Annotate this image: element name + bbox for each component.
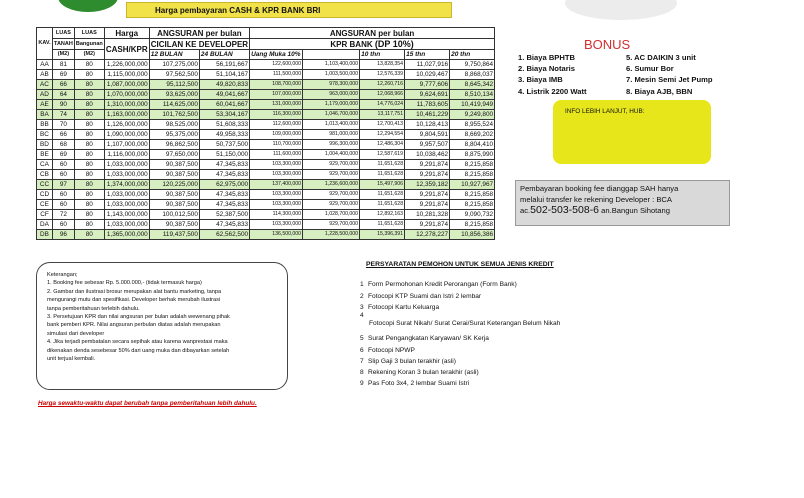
bangunan-cell: 80 bbox=[74, 220, 104, 230]
kav-cell: CD bbox=[37, 190, 53, 200]
tanah-header: TANAH bbox=[53, 39, 75, 50]
bonus-item: 6. Sumur Bor bbox=[626, 64, 674, 74]
cicilan-24-cell: 49,041,667 bbox=[199, 90, 249, 100]
table-row bbox=[37, 180, 495, 190]
kav-cell: CE bbox=[37, 200, 53, 210]
angsuran-10-cell: 11,651,628 bbox=[360, 200, 405, 210]
bangunan-cell: 80 bbox=[74, 230, 104, 240]
logo-shape bbox=[58, 0, 118, 12]
bangunan-cell: 80 bbox=[74, 60, 104, 70]
angsuran-10-cell: 12,260,716 bbox=[360, 80, 405, 90]
kav-cell: BE bbox=[37, 150, 53, 160]
angsuran-15-cell: 9,291,874 bbox=[405, 220, 450, 230]
harga-header: Harga bbox=[104, 28, 149, 39]
bangunan-cell: 80 bbox=[74, 130, 104, 140]
angsuran-15-cell: 10,038,462 bbox=[405, 150, 450, 160]
luas-header: LUAS bbox=[53, 28, 75, 39]
cicilan-24-cell: 50,737,500 bbox=[199, 140, 249, 150]
15-thn-header: 15 thn bbox=[405, 50, 450, 60]
notes-title: Keterangan; bbox=[47, 272, 78, 278]
cicilan-24-cell: 47,345,833 bbox=[199, 160, 249, 170]
bangunan-cell: 80 bbox=[74, 150, 104, 160]
cicilan-24-cell: 51,608,333 bbox=[199, 120, 249, 130]
table-row bbox=[37, 60, 495, 70]
angsuran-10-cell: 11,651,628 bbox=[360, 220, 405, 230]
bangunan-cell: 80 bbox=[74, 70, 104, 80]
angsuran-10-cell: 11,651,628 bbox=[360, 160, 405, 170]
pokok-cell: 929,700,000 bbox=[303, 190, 360, 200]
cicilan-12-cell: 90,387,500 bbox=[149, 200, 199, 210]
cicilan-12-cell: 90,387,500 bbox=[149, 220, 199, 230]
luas-bangunan-header: LUAS bbox=[74, 28, 104, 39]
cicilan-12-cell: 120,225,000 bbox=[149, 180, 199, 190]
uang-muka-cell: 111,500,000 bbox=[250, 70, 303, 80]
20-thn-header: 20 thn bbox=[450, 50, 495, 60]
info-text: INFO LEBIH LANJUT, HUB: bbox=[565, 108, 645, 115]
cicilan-12-cell: 95,112,500 bbox=[149, 80, 199, 90]
cicilan-12-cell: 90,387,500 bbox=[149, 190, 199, 200]
angsuran-20-cell: 9,750,864 bbox=[450, 60, 495, 70]
angsuran-20-cell: 8,955,524 bbox=[450, 120, 495, 130]
tanah-cell: 69 bbox=[53, 70, 75, 80]
pokok-cell: 1,228,500,000 bbox=[303, 230, 360, 240]
angsuran-15-cell: 9,291,874 bbox=[405, 170, 450, 180]
cicilan-24-cell: 47,345,833 bbox=[199, 220, 249, 230]
kav-cell: AE bbox=[37, 100, 53, 110]
table-row bbox=[37, 140, 495, 150]
kav-cell: CA bbox=[37, 160, 53, 170]
requirement-item: Fotocopi Surat Nikah/ Surat Cerai/Surat Keterangan Belum Nikah bbox=[369, 320, 561, 327]
m2-tanah-header: (M2) bbox=[53, 50, 75, 60]
kav-cell: DB bbox=[37, 230, 53, 240]
bonus-item: 1. Biaya BPHTB bbox=[518, 53, 575, 62]
cicilan-24-cell: 52,387,500 bbox=[199, 210, 249, 220]
harga-cell: 1,033,000,000 bbox=[104, 220, 149, 230]
cicilan-24-cell: 62,562,500 bbox=[199, 230, 249, 240]
requirement-number: 7 bbox=[360, 358, 364, 365]
table-row bbox=[37, 210, 495, 220]
pokok-cell: 1,179,000,000 bbox=[303, 100, 360, 110]
kav-header: KAV. bbox=[37, 28, 53, 60]
bonus-item: 5. AC DAIKIN 3 unit bbox=[626, 53, 696, 62]
bangunan-cell: 80 bbox=[74, 120, 104, 130]
tanah-cell: 60 bbox=[53, 170, 75, 180]
angsuran-15-cell: 12,278,227 bbox=[405, 230, 450, 240]
cicilan-24-cell: 53,304,167 bbox=[199, 110, 249, 120]
cicilan-12-cell: 101,762,500 bbox=[149, 110, 199, 120]
pokok-cell: 1,236,600,000 bbox=[303, 180, 360, 190]
angsuran-bank-header: ANGSURAN per bulan bbox=[250, 28, 495, 39]
requirement-number: 3 bbox=[360, 304, 364, 311]
table-row bbox=[37, 120, 495, 130]
angsuran-20-cell: 9,090,732 bbox=[450, 210, 495, 220]
tanah-cell: 90 bbox=[53, 100, 75, 110]
pokok-cell: 929,700,000 bbox=[303, 200, 360, 210]
bangunan-cell: 80 bbox=[74, 170, 104, 180]
tanah-cell: 70 bbox=[53, 120, 75, 130]
bonus-item: 8. Biaya AJB, BBN bbox=[626, 86, 693, 96]
harga-cell: 1,070,000,000 bbox=[104, 90, 149, 100]
angsuran-15-cell: 10,281,328 bbox=[405, 210, 450, 220]
uang-muka-cell: 103,300,000 bbox=[250, 170, 303, 180]
angsuran-10-cell: 13,828,354 bbox=[360, 60, 405, 70]
angsuran-20-cell: 8,215,858 bbox=[450, 170, 495, 180]
booking-account-line bbox=[520, 205, 725, 217]
cicilan-24-cell: 47,345,833 bbox=[199, 190, 249, 200]
kav-cell: AA bbox=[37, 60, 53, 70]
bangunan-cell: 80 bbox=[74, 200, 104, 210]
bonus-title: BONUS bbox=[584, 37, 631, 52]
tanah-cell: 97 bbox=[53, 180, 75, 190]
pokok-cell: 1,003,500,000 bbox=[303, 70, 360, 80]
harga-cell: 1,374,000,000 bbox=[104, 180, 149, 190]
cicilan-12-cell: 90,387,500 bbox=[149, 170, 199, 180]
requirement-item: Fotocopi NPWP bbox=[368, 347, 415, 354]
note-line: dikenakan denda sesebesar 50% dari uang muka dan dibayarkan setelah bbox=[47, 347, 230, 354]
tanah-cell: 72 bbox=[53, 210, 75, 220]
pokok-cell: 929,700,000 bbox=[303, 220, 360, 230]
kav-cell: DA bbox=[37, 220, 53, 230]
booking-line-1: Pembayaran booking fee dianggap SAH hanya bbox=[520, 184, 679, 193]
angsuran-20-cell: 10,419,949 bbox=[450, 100, 495, 110]
kav-cell: BB bbox=[37, 120, 53, 130]
angsuran-20-cell: 8,875,990 bbox=[450, 150, 495, 160]
24-bulan-header: 24 BULAN bbox=[199, 50, 249, 60]
harga-cell: 1,116,000,000 bbox=[104, 150, 149, 160]
table-row bbox=[37, 100, 495, 110]
note-line: mengurangi mutu dan spesifikasi. Developer berhak merubah ilustrasi bbox=[47, 297, 221, 304]
cicilan-24-cell: 60,041,667 bbox=[199, 100, 249, 110]
requirement-item: Pas Foto 3x4, 2 lembar Suami Istri bbox=[368, 380, 470, 387]
table-row bbox=[37, 80, 495, 90]
bangunan-cell: 80 bbox=[74, 180, 104, 190]
table-row bbox=[37, 200, 495, 210]
angsuran-15-cell: 12,359,182 bbox=[405, 180, 450, 190]
angsuran-15-cell: 9,291,874 bbox=[405, 160, 450, 170]
page-banner: Harga pembayaran CASH & KPR BANK BRI bbox=[126, 2, 452, 18]
angsuran-10-cell: 11,651,628 bbox=[360, 170, 405, 180]
angsuran-15-cell: 10,461,229 bbox=[405, 110, 450, 120]
requirement-number: 4 bbox=[360, 312, 364, 319]
dp-label: (DP 10%) bbox=[374, 38, 414, 49]
angsuran-20-cell: 8,669,202 bbox=[450, 130, 495, 140]
angsuran-20-cell: 8,215,858 bbox=[450, 220, 495, 230]
uang-muka-cell: 108,700,000 bbox=[250, 80, 303, 90]
table-row bbox=[37, 230, 495, 240]
angsuran-20-cell: 8,868,037 bbox=[450, 70, 495, 80]
pokok-cell: 963,000,000 bbox=[303, 90, 360, 100]
account-owner: an.Bangun Sihotang bbox=[599, 206, 670, 215]
note-line: 4. Jika terjadi pembatalan secara sepihak atau karena wanprestasi maka bbox=[47, 339, 228, 346]
account-number: 502-503-508-6 bbox=[530, 204, 600, 216]
angsuran-20-cell: 8,215,858 bbox=[450, 200, 495, 210]
price-warning: Harga sewaktu-waktu dapat berubah tanpa pemberitahuan lebih dahulu. bbox=[38, 400, 257, 407]
cicilan-12-cell: 96,862,500 bbox=[149, 140, 199, 150]
note-line: 3. Persetujuan KPR dan nilai angsuran per bulan adalah wewenang pihak bbox=[47, 314, 230, 321]
angsuran-20-cell: 8,645,342 bbox=[450, 80, 495, 90]
bonus-item: 2. Biaya Notaris bbox=[518, 64, 575, 74]
cicilan-12-cell: 97,562,500 bbox=[149, 70, 199, 80]
angsuran-10-cell: 12,892,163 bbox=[360, 210, 405, 220]
booking-line-2: melalui transfer ke rekening Developer : BCA bbox=[520, 194, 672, 204]
harga-cell: 1,033,000,000 bbox=[104, 170, 149, 180]
requirement-item: Fotocopi KTP Suami dan Istri 2 lembar bbox=[368, 293, 482, 300]
cicilan-12-cell: 119,437,500 bbox=[149, 230, 199, 240]
uang-muka-cell: 107,000,000 bbox=[250, 90, 303, 100]
note-line: 1. Booking fee sebesar Rp. 5.000.000,- (tidak termasuk harga) bbox=[47, 280, 202, 287]
cicilan-12-cell: 93,625,000 bbox=[149, 90, 199, 100]
angsuran-15-cell: 11,027,916 bbox=[405, 60, 450, 70]
cicilan-24-cell: 49,820,833 bbox=[199, 80, 249, 90]
table-row bbox=[37, 160, 495, 170]
harga-cell: 1,126,000,000 bbox=[104, 120, 149, 130]
price-table bbox=[36, 27, 495, 240]
note-line: 2. Gambar dan ilustrasi brosur merupakan alat bantu marketing, tanpa bbox=[47, 288, 222, 295]
pokok-cell: 1,103,400,000 bbox=[303, 60, 360, 70]
harga-cell: 1,033,000,000 bbox=[104, 200, 149, 210]
kav-cell: CC bbox=[37, 180, 53, 190]
uang-muka-cell: 103,300,000 bbox=[250, 190, 303, 200]
cicilan-12-cell: 98,525,000 bbox=[149, 120, 199, 130]
cicilan-24-cell: 51,104,167 bbox=[199, 70, 249, 80]
uang-muka-cell: 136,500,000 bbox=[250, 230, 303, 240]
requirement-number: 1 bbox=[360, 281, 364, 288]
uang-muka-cell: 103,300,000 bbox=[250, 220, 303, 230]
pokok-header bbox=[303, 50, 360, 60]
harga-cell: 1,033,000,000 bbox=[104, 160, 149, 170]
angsuran-15-cell: 9,957,507 bbox=[405, 140, 450, 150]
cash-kpr-header: CASH/KPR bbox=[104, 39, 149, 60]
bangunan-cell: 80 bbox=[74, 100, 104, 110]
account-prefix: ac. bbox=[520, 206, 531, 215]
angsuran-20-cell: 10,927,967 bbox=[450, 180, 495, 190]
kav-cell: BA bbox=[37, 110, 53, 120]
note-line: simulasi dari developer bbox=[47, 330, 105, 337]
uang-muka-cell: 103,300,000 bbox=[250, 160, 303, 170]
cicilan-24-cell: 47,345,833 bbox=[199, 170, 249, 180]
m2-bangunan-header: (M2) bbox=[74, 50, 104, 60]
note-line: bank pemberi KPR. Nilai angsuran perbulan diatas adalah merupakan bbox=[47, 322, 221, 329]
requirement-number: 9 bbox=[360, 380, 364, 387]
uang-muka-cell: 103,300,000 bbox=[250, 200, 303, 210]
table-row bbox=[37, 130, 495, 140]
angsuran-10-cell: 12,486,304 bbox=[360, 140, 405, 150]
angsuran-20-cell: 8,215,858 bbox=[450, 160, 495, 170]
kav-cell: BD bbox=[37, 140, 53, 150]
pokok-cell: 1,004,400,000 bbox=[303, 150, 360, 160]
bonus-item: 7. Mesin Semi Jet Pump bbox=[626, 75, 713, 85]
requirement-number: 8 bbox=[360, 369, 364, 376]
tanah-cell: 60 bbox=[53, 160, 75, 170]
angsuran-15-cell: 9,777,606 bbox=[405, 80, 450, 90]
info-box bbox=[553, 100, 711, 164]
uang-muka-cell: 122,600,000 bbox=[250, 60, 303, 70]
kpr-bank-header bbox=[250, 39, 495, 50]
cicilan-24-cell: 47,345,833 bbox=[199, 200, 249, 210]
angsuran-15-cell: 10,029,467 bbox=[405, 70, 450, 80]
angsuran-10-cell: 12,587,619 bbox=[360, 150, 405, 160]
angsuran-15-cell: 11,783,605 bbox=[405, 100, 450, 110]
kav-cell: CF bbox=[37, 210, 53, 220]
angsuran-15-cell: 9,624,691 bbox=[405, 90, 450, 100]
cicilan-24-cell: 51,150,000 bbox=[199, 150, 249, 160]
pokok-cell: 981,000,000 bbox=[303, 130, 360, 140]
bangunan-cell: 80 bbox=[74, 190, 104, 200]
cicilan-12-cell: 100,012,500 bbox=[149, 210, 199, 220]
harga-cell: 1,107,000,000 bbox=[104, 140, 149, 150]
uang-muka-cell: 116,300,000 bbox=[250, 110, 303, 120]
angsuran-20-cell: 8,510,134 bbox=[450, 90, 495, 100]
tanah-cell: 68 bbox=[53, 140, 75, 150]
harga-cell: 1,163,000,000 bbox=[104, 110, 149, 120]
requirement-item: Fotocopi Kartu Keluarga bbox=[368, 304, 440, 311]
harga-cell: 1,310,000,000 bbox=[104, 100, 149, 110]
uang-muka-cell: 137,400,000 bbox=[250, 180, 303, 190]
kpr-bank-label: KPR BANK bbox=[330, 39, 373, 49]
requirement-number: 5 bbox=[360, 335, 364, 342]
booking-box bbox=[515, 180, 730, 226]
requirements-title: PERSYARATAN PEMOHON UNTUK SEMUA JENIS KREDIT bbox=[366, 261, 554, 268]
tanah-cell: 64 bbox=[53, 90, 75, 100]
kav-cell: BC bbox=[37, 130, 53, 140]
cicilan-12-cell: 95,375,000 bbox=[149, 130, 199, 140]
tanah-cell: 60 bbox=[53, 220, 75, 230]
table-row bbox=[37, 170, 495, 180]
decorative-shape bbox=[565, 0, 677, 20]
bonus-item: 4. Listrik 2200 Watt bbox=[518, 86, 587, 96]
harga-cell: 1,143,000,000 bbox=[104, 210, 149, 220]
uang-muka-cell: 110,700,000 bbox=[250, 140, 303, 150]
table-row bbox=[37, 190, 495, 200]
tanah-cell: 69 bbox=[53, 150, 75, 160]
angsuran-15-cell: 9,291,874 bbox=[405, 190, 450, 200]
cicilan-12-cell: 107,275,000 bbox=[149, 60, 199, 70]
requirement-number: 6 bbox=[360, 347, 364, 354]
cicilan-24-cell: 62,975,000 bbox=[199, 180, 249, 190]
harga-cell: 1,115,000,000 bbox=[104, 70, 149, 80]
10-thn-header: 10 thn bbox=[360, 50, 405, 60]
pokok-cell: 929,700,000 bbox=[303, 160, 360, 170]
tanah-cell: 66 bbox=[53, 80, 75, 90]
cicilan-12-cell: 90,387,500 bbox=[149, 160, 199, 170]
angsuran-20-cell: 8,804,410 bbox=[450, 140, 495, 150]
cicilan-12-cell: 114,625,000 bbox=[149, 100, 199, 110]
angsuran-10-cell: 12,068,966 bbox=[360, 90, 405, 100]
tanah-cell: 81 bbox=[53, 60, 75, 70]
angsuran-10-cell: 14,776,024 bbox=[360, 100, 405, 110]
12-bulan-header: 12 BULAN bbox=[149, 50, 199, 60]
cicilan-24-cell: 56,191,667 bbox=[199, 60, 249, 70]
uang-muka-cell: 114,300,000 bbox=[250, 210, 303, 220]
angsuran-20-cell: 8,215,858 bbox=[450, 190, 495, 200]
angsuran-10-cell: 11,651,628 bbox=[360, 190, 405, 200]
bangunan-cell: 80 bbox=[74, 140, 104, 150]
requirement-item: Form Permohonan Kredit Perorangan (Form Bank) bbox=[368, 281, 517, 288]
kav-cell: CB bbox=[37, 170, 53, 180]
uang-muka-cell: 111,600,000 bbox=[250, 150, 303, 160]
uang-muka-cell: 112,600,000 bbox=[250, 120, 303, 130]
angsuran-15-cell: 10,128,413 bbox=[405, 120, 450, 130]
pokok-cell: 996,300,000 bbox=[303, 140, 360, 150]
angsuran-15-cell: 9,291,874 bbox=[405, 200, 450, 210]
tanah-cell: 60 bbox=[53, 190, 75, 200]
pokok-cell: 978,300,000 bbox=[303, 80, 360, 90]
pokok-cell: 1,046,700,000 bbox=[303, 110, 360, 120]
requirement-number: 2 bbox=[360, 293, 364, 300]
cicilan-24-cell: 49,958,333 bbox=[199, 130, 249, 140]
bangunan-cell: 80 bbox=[74, 90, 104, 100]
angsuran-10-cell: 12,294,554 bbox=[360, 130, 405, 140]
tanah-cell: 74 bbox=[53, 110, 75, 120]
angsuran-20-cell: 10,856,386 bbox=[450, 230, 495, 240]
notes-lines bbox=[47, 279, 277, 363]
harga-cell: 1,087,000,000 bbox=[104, 80, 149, 90]
tanah-cell: 96 bbox=[53, 230, 75, 240]
bangunan-header: Bangunan bbox=[74, 39, 104, 50]
bangunan-cell: 80 bbox=[74, 160, 104, 170]
angsuran-10-cell: 15,396,391 bbox=[360, 230, 405, 240]
uang-muka-cell: 131,000,000 bbox=[250, 100, 303, 110]
bonus-item: 3. Biaya IMB bbox=[518, 75, 563, 85]
requirement-item: Rekening Koran 3 bulan terakhir (asli) bbox=[368, 369, 479, 376]
angsuran-10-cell: 12,576,339 bbox=[360, 70, 405, 80]
angsuran-10-cell: 15,497,906 bbox=[360, 180, 405, 190]
requirement-item: Slip Gaji 3 bulan terakhir (asli) bbox=[368, 358, 456, 365]
harga-cell: 1,033,000,000 bbox=[104, 190, 149, 200]
tanah-cell: 66 bbox=[53, 130, 75, 140]
tanah-cell: 60 bbox=[53, 200, 75, 210]
cicilan-developer-header: CICILAN KE DEVELOPER bbox=[150, 39, 249, 49]
uang-muka-header: Uang Muka 10% bbox=[251, 51, 301, 58]
harga-cell: 1,365,000,000 bbox=[104, 230, 149, 240]
angsuran-developer-header: ANGSURAN per bulan bbox=[149, 28, 249, 39]
pokok-cell: 1,028,700,000 bbox=[303, 210, 360, 220]
cicilan-12-cell: 97,650,000 bbox=[149, 150, 199, 160]
table-row bbox=[37, 70, 495, 80]
table-row bbox=[37, 110, 495, 120]
table-row bbox=[37, 150, 495, 160]
uang-muka-cell: 109,000,000 bbox=[250, 130, 303, 140]
note-line: tanpa pemberitahuan terlebih dahulu. bbox=[47, 305, 140, 312]
table-row bbox=[37, 90, 495, 100]
notes-box bbox=[36, 262, 288, 390]
kav-cell: AB bbox=[37, 70, 53, 80]
angsuran-10-cell: 13,117,751 bbox=[360, 110, 405, 120]
harga-cell: 1,090,000,000 bbox=[104, 130, 149, 140]
requirement-item: Surat Pengangkatan Karyawan/ SK Kerja bbox=[368, 335, 489, 342]
angsuran-15-cell: 9,804,591 bbox=[405, 130, 450, 140]
pokok-cell: 1,013,400,000 bbox=[303, 120, 360, 130]
angsuran-20-cell: 9,249,800 bbox=[450, 110, 495, 120]
kav-cell: AD bbox=[37, 90, 53, 100]
table-row bbox=[37, 220, 495, 230]
bangunan-cell: 80 bbox=[74, 110, 104, 120]
note-line: unit terjual kembali. bbox=[47, 356, 96, 363]
pokok-cell: 929,700,000 bbox=[303, 170, 360, 180]
harga-cell: 1,226,000,000 bbox=[104, 60, 149, 70]
bangunan-cell: 80 bbox=[74, 210, 104, 220]
angsuran-10-cell: 12,700,413 bbox=[360, 120, 405, 130]
bangunan-cell: 80 bbox=[74, 80, 104, 90]
kav-cell: AC bbox=[37, 80, 53, 90]
